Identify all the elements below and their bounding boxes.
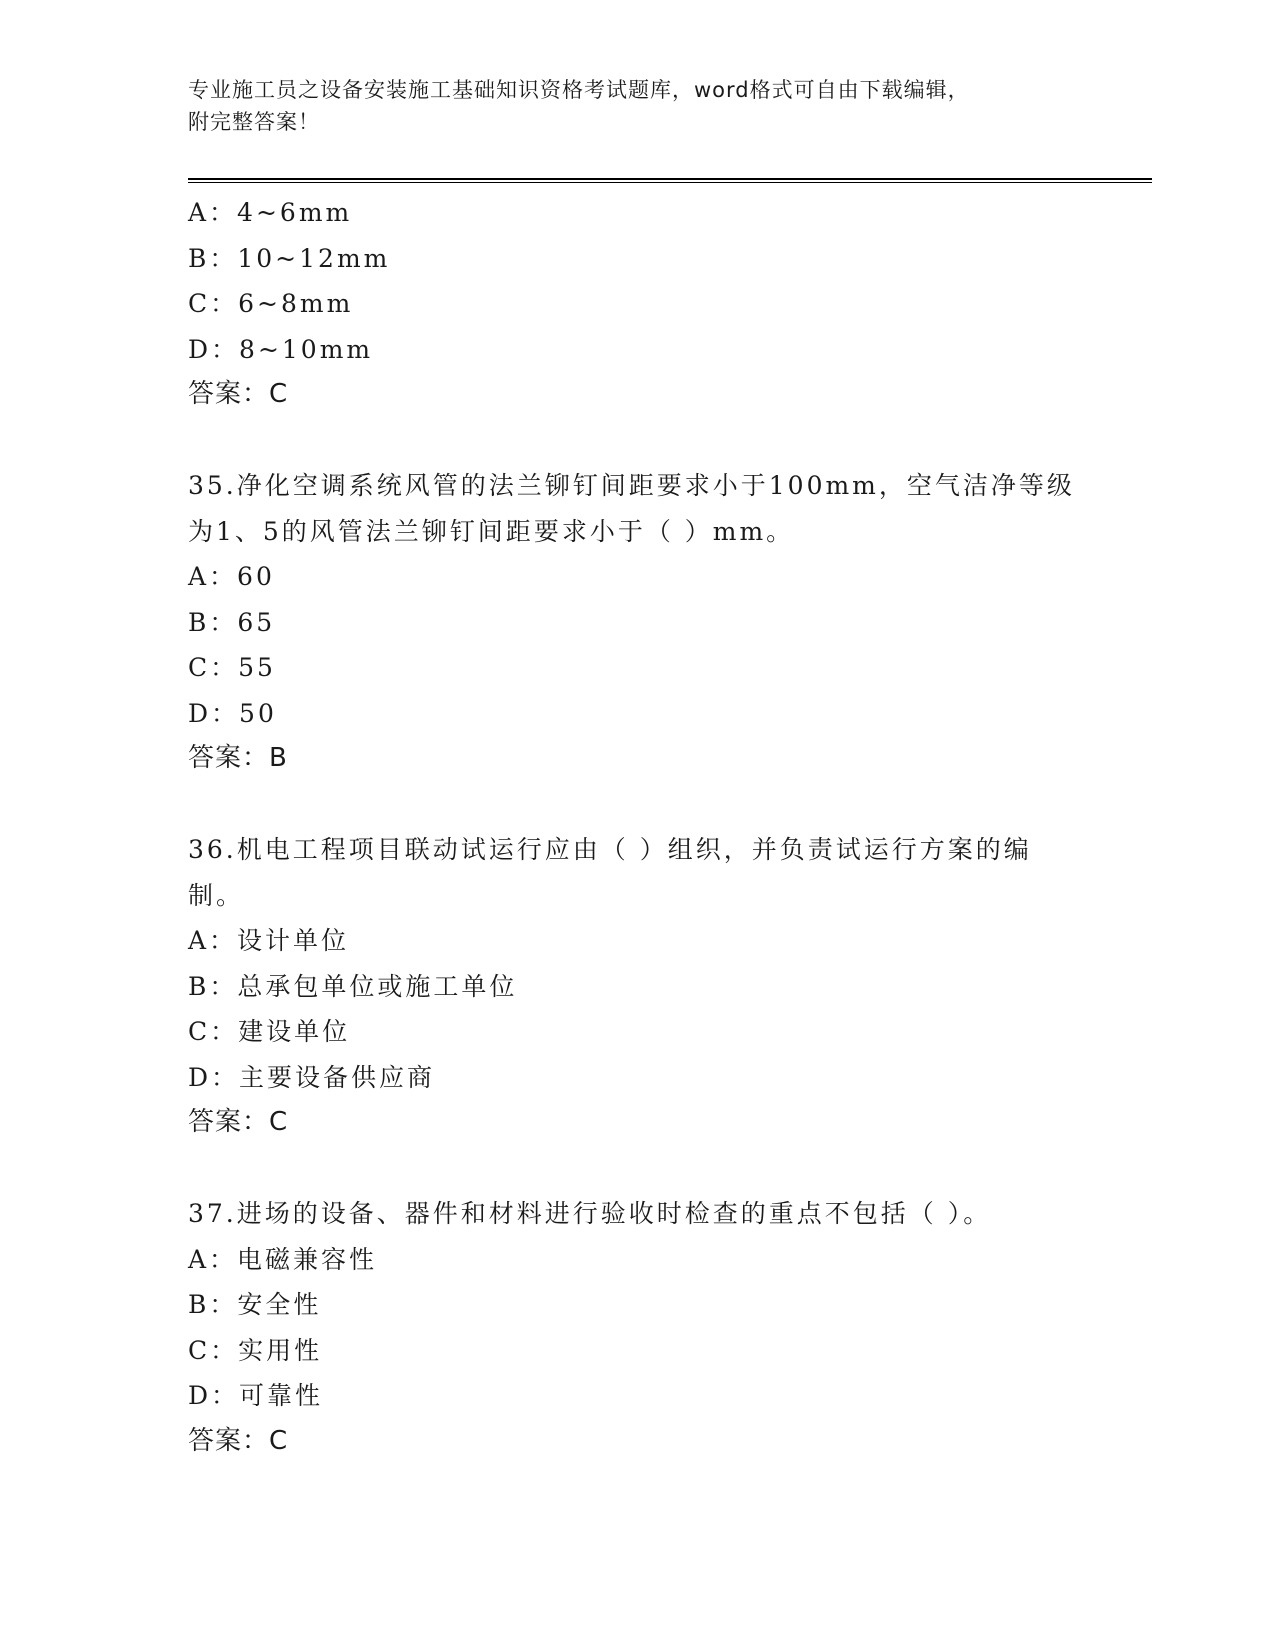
question-text-line-2: 制。 — [188, 880, 245, 910]
option-a: A：设计单位 — [188, 926, 350, 955]
header-line-2: 附完整答案！ — [188, 110, 320, 134]
option-b: B：10~12mm — [188, 243, 391, 273]
option-d: D：可靠性 — [188, 1381, 324, 1410]
question-text-line-1: 37.进场的设备、器件和材料进行验收时检查的重点不包括（ ）。 — [188, 1199, 992, 1228]
option-c: C：55 — [188, 653, 276, 682]
option-d: D：主要设备供应商 — [188, 1062, 436, 1092]
option-c: C：建设单位 — [188, 1017, 351, 1046]
question-text-line-2: 为1、5的风管法兰铆钉间距要求小于（ ）mm。 — [188, 516, 795, 546]
answer-line: 答案：B — [188, 743, 288, 773]
header-rule-thick — [188, 178, 1152, 180]
answer-line: 答案：C — [188, 1425, 289, 1456]
header-line-1: 专业施工员之设备安装施工基础知识资格考试题库，word格式可自由下载编辑， — [188, 78, 970, 102]
option-c: C：6~8mm — [188, 289, 354, 318]
question-text-line-1: 35.净化空调系统风管的法兰铆钉间距要求小于100mm，空气洁净等级 — [188, 471, 1075, 500]
answer-line: 答案：C — [188, 1107, 289, 1137]
option-d: D：8~10mm — [188, 334, 374, 364]
question-block-36 — [188, 827, 1088, 1146]
option-a: A：电磁兼容性 — [188, 1244, 378, 1274]
question-text-line-1: 36.机电工程项目联动试运行应由（ ）组织，并负责试运行方案的编 — [188, 835, 1032, 864]
option-b: B：安全性 — [188, 1290, 322, 1319]
option-d: D：50 — [188, 698, 277, 728]
question-block-partial — [188, 190, 1088, 418]
question-block-35 — [188, 463, 1088, 782]
question-list — [188, 190, 1088, 1464]
option-b: B：总承包单位或施工单位 — [188, 971, 518, 1001]
question-block-37 — [188, 1191, 1088, 1464]
header-rule-thin — [188, 182, 1152, 183]
document-header — [188, 74, 1068, 138]
option-a: A：60 — [188, 562, 275, 591]
answer-line: 答案：C — [188, 379, 289, 409]
option-c: C：实用性 — [188, 1335, 323, 1365]
option-a: A：4~6mm — [188, 198, 353, 227]
option-b: B：65 — [188, 607, 276, 637]
